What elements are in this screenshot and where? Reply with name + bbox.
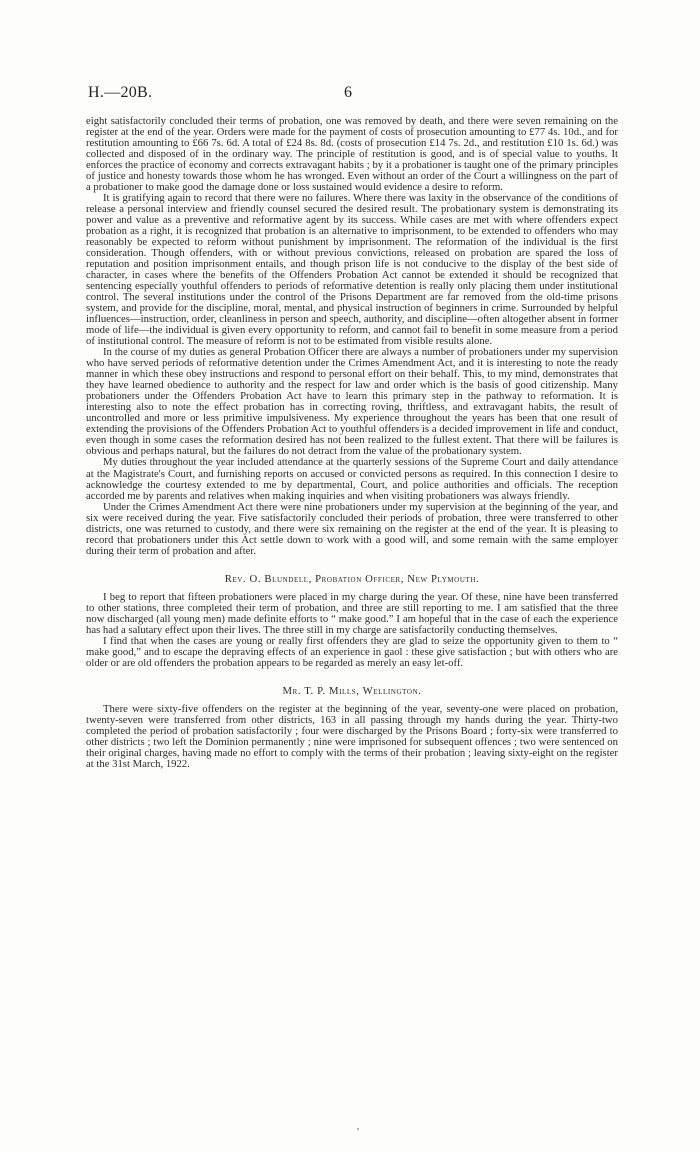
print-speck [357,1128,359,1130]
paragraph-continued: eight satisfactorily concluded their terms of probation, one was removed by death, and there were seven remaining on the register at the end of the year. Orders were made for the payment of costs of prosecution amounting to £77 4s. 10d., and for restitution amounting to £66 7s. 6d. A total of £24 8s. 8d. (costs of prosecution £14 7s. 2d., and restitution £10 1s. 6d.) was collected and disposed of in the ordinary way. The principle of restitution is good, and is of special value to youths. It enforces the practice of economy and corrects extravagant habits ; by it a probationer is taught one of the primary principles of justice and honesty towards those whom he has wronged. Even without an order of the Court a willingness on the part of a probationer to make good the damage done or loss sustained would evidence a desire to reform. [86,115,618,194]
paragraph: My duties throughout the year included attendance at the quarterly sessions of the Supreme Court and daily attendance at the Magistrate's Court, and furnishing reports on accused or convicted persons as required. In this connection I desire to acknowledge the courtesy extended to me by departmental, Court, and police authorities and officials. The reception accorded me by parents and relatives when making inquiries and when visiting probationers was always friendly. [86,456,618,502]
paragraph: I beg to report that fifteen probationers were placed in my charge during the year. Of these, nine have been transferred to other stations, three completed their term of probation, and three are still reporting to me. I am satisfied that the three now discharged (all young men) made definite efforts to “ make good.” I am hopeful that in the case of each the experience has had a salutary effect upon their lives. The three still in my charge are satisfactorily conducting themselves. [86,590,618,636]
page-number: 6 [344,84,353,101]
paragraph: Under the Crimes Amendment Act there were nine probationers under my supervision at the beginning of the year, and six were received during the year. Five satisfactorily concluded their periods of probation, three were transferred to other districts, one was returned to custody, and there were six remaining on the register at the end of the year. It is pleasing to record that probationers under this Act settle down to work with a good will, and some remain with the same employer during their term of probation and after. [86,500,618,557]
page-header [88,84,618,106]
section-heading-new-plymouth: Rev. O. Blundell, Probation Officer, New Plymouth. [224,572,480,585]
report-body [86,116,618,770]
spacer [86,557,618,574]
paragraph: I find that when the cases are young or really first offenders they are glad to seize the opportunity given to them to “ make good,” and to escape the depraving effects of an experience in gaol : these give satisfaction ; but with others who are older or are old offenders the probation appears to be regarded as merely an easy let-off. [86,634,618,669]
paragraph: It is gratifying again to record that there were no failures. Where there was laxity in the observance of the conditions of release a personal interview and friendly counsel secured the desired result. The probationary system is demonstrating its power and value as a preventive and reformative agent by its success. While cases are met with where offenders expect probation as a right, it is recognized that probation is an alternative to imprisonment, to be extended to offenders who may reasonably be expected to reform without punishment by imprisonment. The reformation of the individual is the first consideration. Though offenders, with or without previous convictions, released on probation are spared the loss of reputation and position imprisonment entails, and though prison life is not conducive to the display of the best side of character, in cases where the benefits of the Offenders Probation Act cannot be extended it should be recognized that sentencing especially youthful offenders to periods of reformative detention is really only placing them under institutional control. The several institutions under the control of the Prisons Department are far removed from the old-time prisons system, and provide for the discipline, moral, mental, and physical instruction of beginners in crime. Surrounded by helpful influences—instruction, order, cleanliness in person and speech, authority, and discipline—often altogether absent in former mode of life—the individual is given every opportunity to reform, and cannot fail to benefit in some measure from a period of institutional control. The measure of reform is not to be estimated from visible results alone. [86,192,618,348]
paragraph: There were sixty-five offenders on the register at the beginning of the year, seventy-one were placed on probation, twenty-seven were transferred from other districts, 163 in all passing through my hands during the year. Thirty-two completed the period of probation satisfactorily ; four were discharged by the Prisons Board ; forty-six were transferred to other districts ; two left the Dominion permanently ; nine were imprisoned for subsequent offences ; two were sentenced on their original charges, having made no effort to comply with the terms of their probation ; leaving sixty-eight on the register at the 31st March, 1922. [86,702,618,770]
section-heading-wellington: Mr. T. P. Mills, Wellington. [282,684,422,697]
spacer [86,669,618,686]
paragraph: In the course of my duties as general Probation Officer there are always a number of probationers under my supervision who have served periods of reformative detention under the Crimes Amendment Act, and it is interesting to note the ready manner in which these obey instructions and respond to personal effort on their behalf. This, to my mind, demonstrates that they have learned obedience to authority and the respect for law and order which is the basis of good citizenship. Many probationers under the Offenders Probation Act have to learn this primary step in the pathway to reformation. It is interesting also to note the effect probation has in correcting roving, thriftless, and extravagant habits, the result of uncontrolled and more or less primitive impulsiveness. My experience throughout the years has been that one result of extending the provisions of the Offenders Probation Act to youthful offenders is a decided improvement in life and conduct, even though in some cases the reformation desired has not been realized to the fullest extent. That there will be failures is obvious and perhaps natural, but the failures do not detract from the value of the probationary system. [86,346,618,458]
document-reference: H.—20B. [88,84,153,101]
